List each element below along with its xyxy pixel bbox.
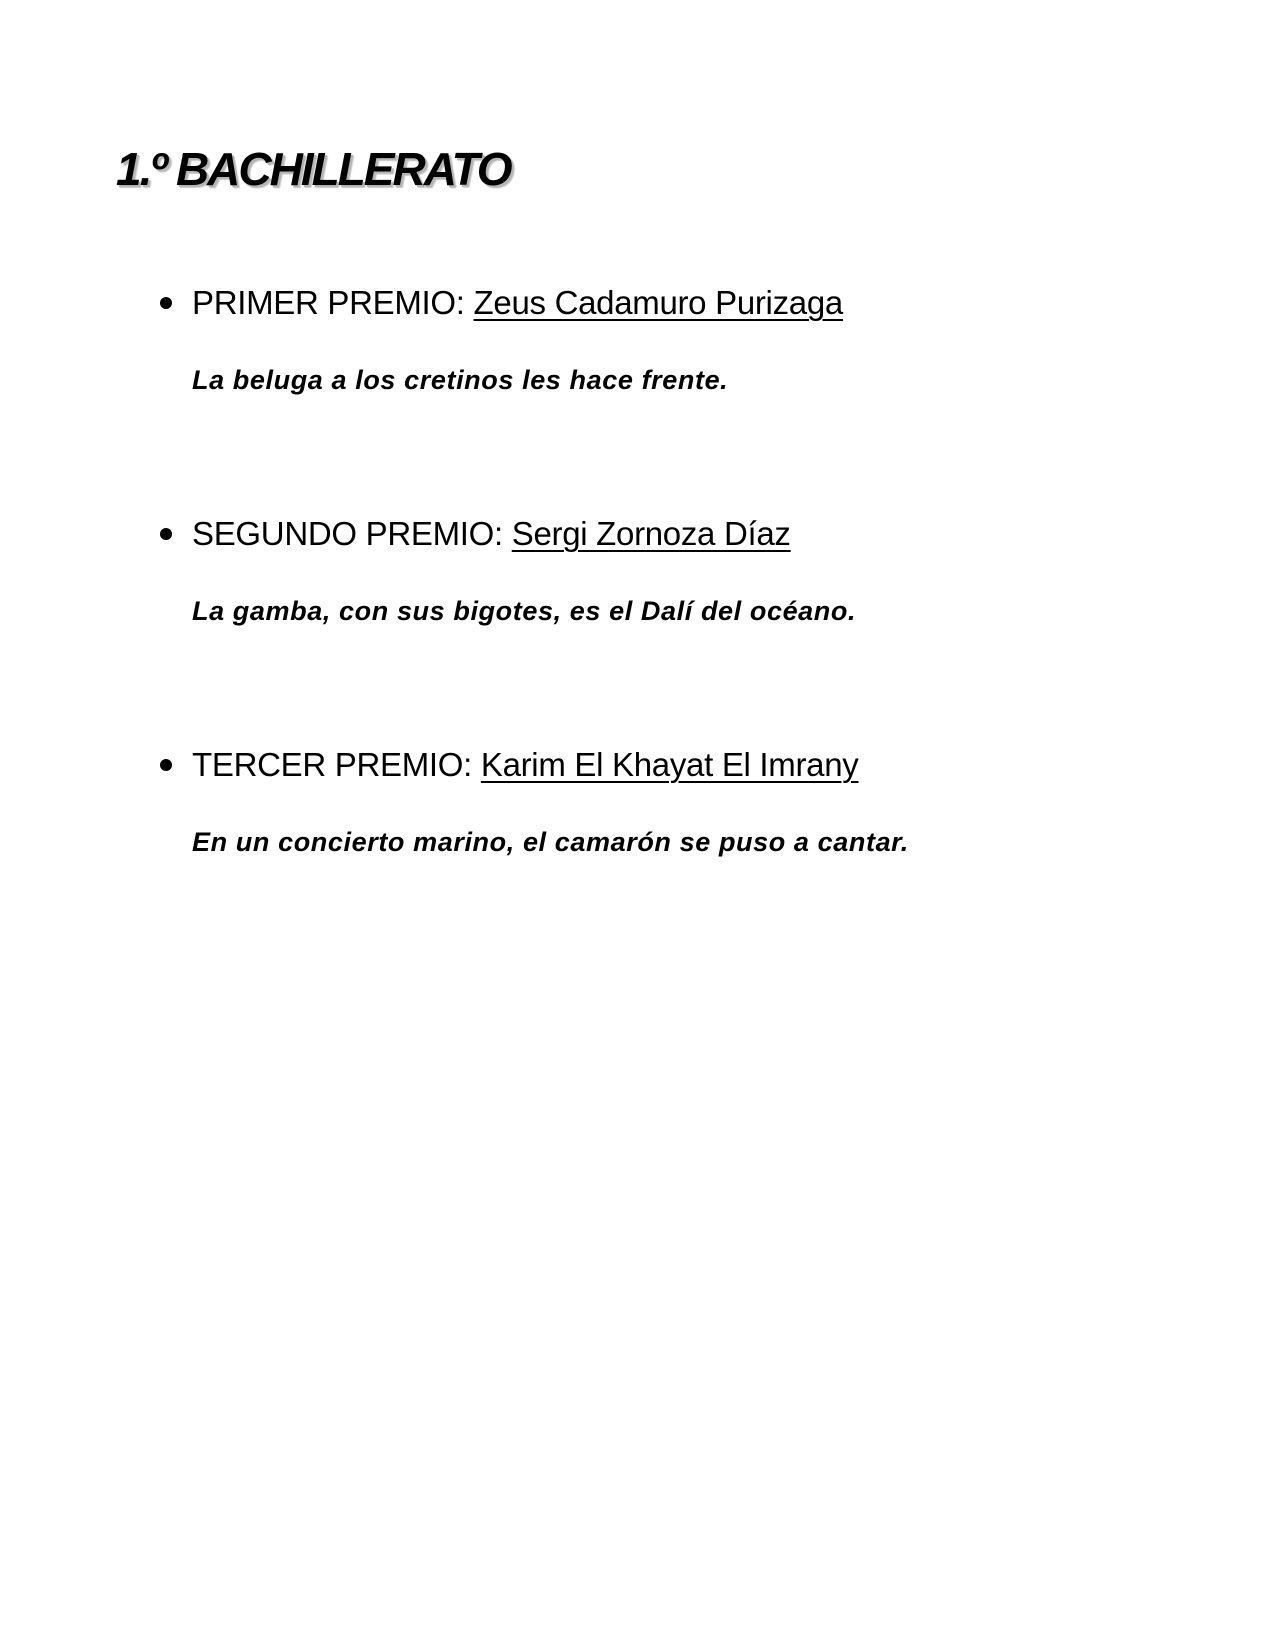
winning-phrase: La gamba, con sus bigotes, es el Dalí del océano. (192, 596, 857, 626)
prize-line (160, 514, 1160, 554)
winning-phrase: La beluga a los cretinos les hace frente. (192, 365, 729, 395)
winning-phrase: En un concierto marino, el camarón se puso a cantar. (192, 827, 909, 857)
bullet-icon (160, 528, 172, 540)
bullet-icon (160, 759, 172, 771)
prize-label: SEGUNDO PREMIO: (192, 515, 512, 552)
prize-item-second (160, 514, 1160, 628)
prize-line (160, 745, 1160, 785)
prize-item-first (160, 283, 1160, 397)
winner-name: Sergi Zornoza Díaz (511, 515, 791, 552)
prize-label: TERCER PREMIO: (192, 746, 481, 783)
prize-item-third (160, 745, 1160, 859)
prize-label: PRIMER PREMIO: (192, 284, 474, 321)
winner-name: Karim El Khayat El Imrany (480, 746, 859, 783)
section-heading: 1.º BACHILLERATO (116, 143, 511, 195)
bullet-icon (160, 297, 172, 309)
winner-name: Zeus Cadamuro Purizaga (473, 284, 843, 321)
prize-line (160, 283, 1160, 323)
